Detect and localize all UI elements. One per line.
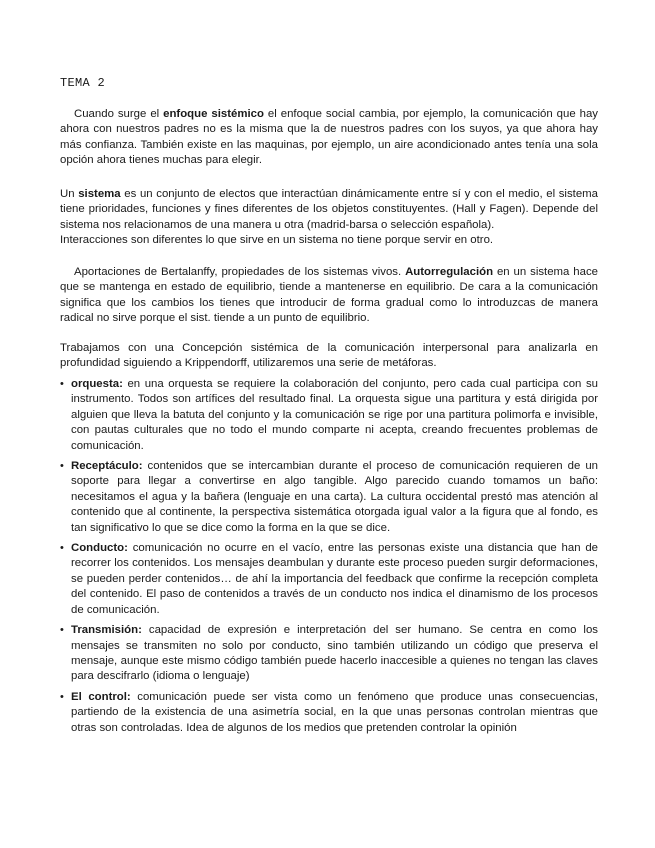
bullet-text: contenidos que se intercambian durante el proceso de comunicación requieren de un soporte para llegar a convertirse en algo tangible. Algo parecido cuando tomamos un baño: necesitamos el agua y la bañera (lenguaje en una carta). La cultura occidental prestó mas atención al contenido que al continente, la perspectiva sistemática otorgada igual valor a la figura que al fondo, es tan significativo lo que se dice como la forma en la que se dice. [71, 460, 598, 534]
bullet-icon: • [60, 542, 64, 555]
paragraph-text: Aportaciones de Bertalanffy, propiedades de los sistemas vivos. [74, 266, 406, 278]
paragraph-krippendorff: Trabajamos con una Concepción sistémica de la comunicación interpersonal para analizarla en profundidad siguiendo a Krippendorff, utilizaremos una serie de metáforas. [60, 342, 598, 370]
bullet-text: capacidad de expresión e interpretación del ser humano. Se centra en como los mensajes se transmiten no solo por conducto, sino también utilizando un código que preserva el mensaje, aunque este mismo código también puede hacerlo inaccesible a quienes no tengan las claves para descifrarlo (idioma o lenguaje) [71, 624, 598, 683]
paragraph-text: Cuando surge el [74, 108, 164, 120]
bullet-text: comunicación puede ser vista como un fenómeno que produce unas consecuencias, partiendo de la existencia de una asimetría social, en la que unas personas controlan mientras que otras son controladas. Idea de algunos de los medios que pretenden controlar la opinión [71, 690, 598, 734]
bullet-text: comunicación no ocurre en el vacío, entre las personas existe una distancia que han de recorrer los contenidos. Los mensajes deambulan y durante este proceso pueden surgir deformaciones, se pueden perder contenidos… de ahí la importancia del feedback que confirme la recepción completa del contenido. El paso de contenidos a través de un conducto nos indica el dinamismo de los procesos de comunicación. [71, 542, 598, 616]
paragraph-bertalanffy [60, 265, 598, 327]
bullet-icon: • [60, 624, 64, 637]
paragraph-text: Interacciones son diferentes lo que sirve en un sistema no tiene porque servir en otro. [60, 234, 494, 247]
bullet-icon: • [60, 690, 64, 703]
list-item [60, 459, 598, 536]
bold-term: sistema [78, 188, 121, 200]
bullet-icon: • [60, 378, 64, 390]
bullet-term: Transmisión: [71, 624, 142, 637]
bold-term: enfoque sistémico [163, 108, 264, 120]
paragraph-sistema [60, 187, 598, 249]
list-item [60, 690, 598, 736]
list-item [60, 623, 598, 685]
list-item [60, 541, 598, 618]
document-title: TEMA 2 [60, 76, 106, 90]
bullet-text: en una orquesta se requiere la colaboración del conjunto, pero cada cual participa con su instrumento. Todos son artífices del resultado final. La orquesta sigue una partitura y está dirigida por alguien que lleva la batuta del conjunto y la comunicación se rige por una partitura polimorfa e invisible, con pautas culturales que no todo el mundo comparte ni acepta, creando frecuentes problemas de comunicación. [71, 378, 598, 452]
bold-term: Autorregulación [405, 266, 494, 278]
paragraph-text: en un sistema hace que se mantenga en estado de equilibrio, tiende a mantenerse en equilibrio. De cara a la comunicación significa que los cambios los tienes que introducir de forma gradual como lo introduzcas de manera radical no sirve porque el sist. tiende a un punto de equilibrio. [60, 266, 598, 325]
paragraph-text: el enfoque social cambia, por ejemplo, la comunicación que hay ahora con nuestros padres no es la misma que la de nuestros padres con los suyos, ya que ahora hay más confianza. También existe en las maquinas, por ejemplo, un aire acondicionado antes tenía una sola opción ahora tienes muchas para elegir. [60, 108, 598, 167]
metaphor-list [60, 377, 598, 741]
bullet-term: El control: [71, 690, 131, 703]
bullet-term: orquesta: [71, 378, 123, 390]
paragraph-text: Un [60, 188, 79, 200]
bullet-term: Conducto: [71, 542, 128, 555]
paragraph-text: es un conjunto de electos que interactúan dinámicamente entre sí y con el medio, el sistema tiene prioridades, funciones y fines diferentes de los objetos constituyentes. (Hall y Fagen). Depende del sistema nos relacionamos de una manera u otra (madrid-barsa o selección española). [60, 188, 598, 231]
list-item [60, 377, 598, 454]
bullet-term: Receptáculo: [71, 460, 143, 473]
paragraph-enfoque-sistemico [60, 107, 598, 169]
bullet-icon: • [60, 460, 64, 473]
